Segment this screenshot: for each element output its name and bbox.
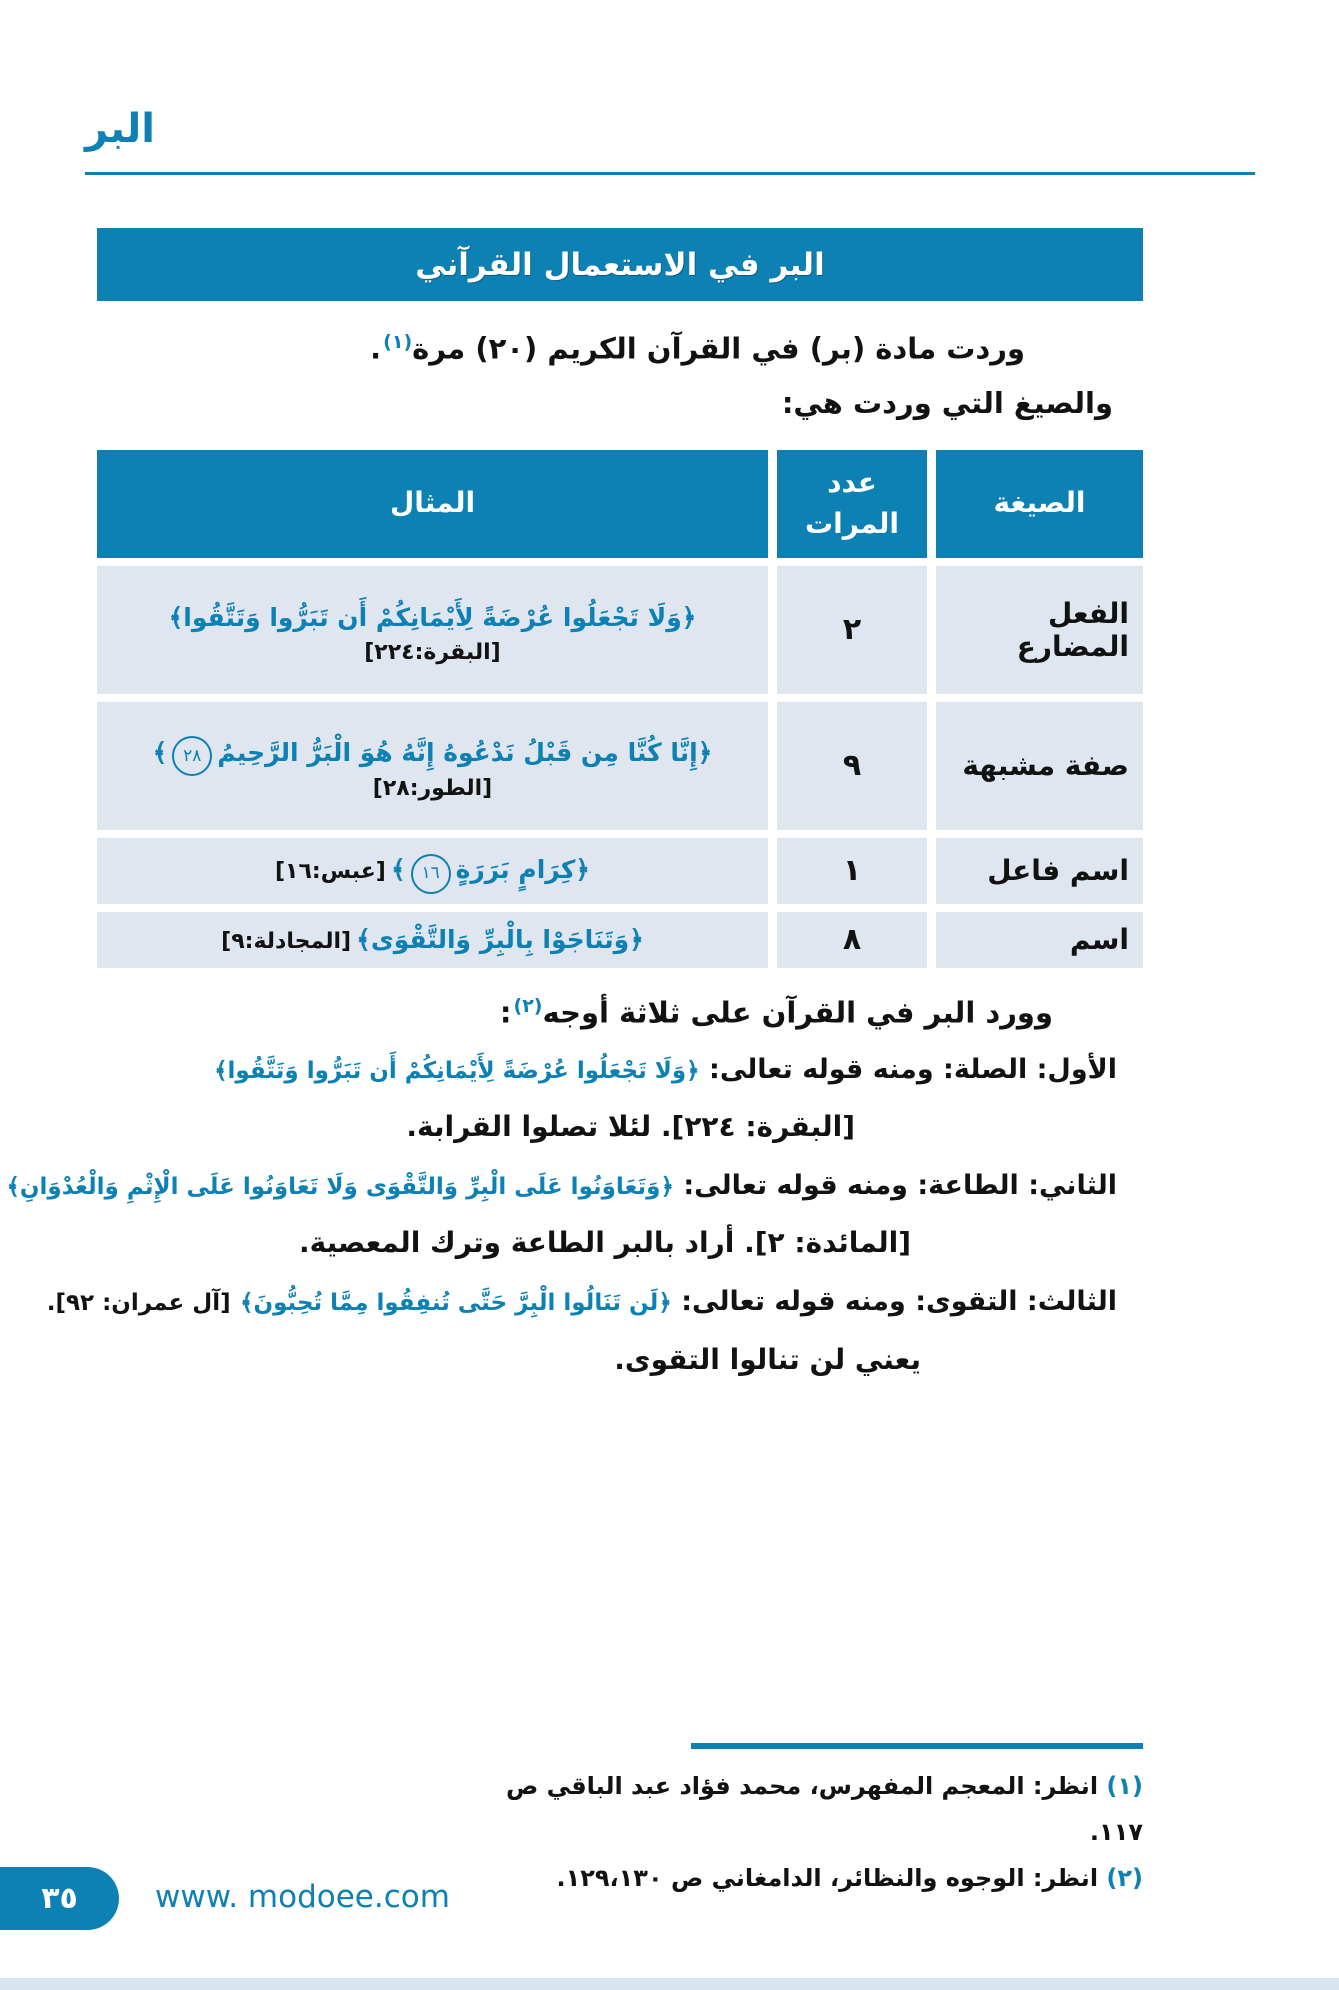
sense-2-line-1: [6, 1156, 1143, 1216]
sense-1-line-1: [97, 1040, 1143, 1100]
verse-close-bracket: ﴾: [152, 737, 168, 767]
forms-table: [97, 450, 1143, 968]
footnote-divider: [691, 1743, 1143, 1749]
senses-lead-line: [97, 980, 1143, 1039]
verse-close-bracket: ﴾: [356, 925, 371, 955]
intro-line-1-period: .: [370, 331, 382, 366]
sense-3-verse: ﴿لَن تَنَالُوا الْبِرَّ حَتَّى تُنفِقُوا مِمَّا تُحِبُّونَ﴾: [240, 1290, 672, 1317]
section-title: البر في الاستعمال القرآني: [415, 246, 825, 283]
website-url: www. modoee.com: [155, 1879, 450, 1915]
column-header-example: المثال: [97, 450, 768, 558]
footnote-2-text: انظر: الوجوه والنظائر، الدامغاني ص ١٢٩،١٣٠.: [556, 1864, 1099, 1892]
senses-lead-text: وورد البر في القرآن على ثلاثة أوجه: [542, 995, 1053, 1030]
verse-text: ﴿كِرَامٍ بَرَرَةٍ: [455, 855, 591, 885]
table-row-3-form: اسم فاعل: [936, 838, 1143, 904]
sense-3-line-2: يعني لن تنالوا التقوى.: [614, 1343, 921, 1377]
table-row-3-count: ١: [777, 838, 927, 904]
sense-1-intro: الأول: الصلة: ومنه قوله تعالى:: [709, 1054, 1117, 1086]
running-header: [85, 100, 1255, 175]
column-header-count: عدد المرات: [777, 450, 927, 558]
table-row-1-form: الفعل المضارع: [936, 566, 1143, 694]
table-row-4-count: ٨: [777, 912, 927, 968]
sense-3-intro: الثالث: التقوى: ومنه قوله تعالى:: [681, 1286, 1117, 1318]
sense-3-ref: [آل عمران: ٩٢].: [46, 1290, 231, 1317]
verse-text: ﴿إِنَّا كُنَّا مِن قَبْلُ نَدْعُوهُ إِنَّهُ هُوَ الْبَرُّ الرَّحِيمُ: [217, 737, 713, 767]
column-header-form: الصيغة: [936, 450, 1143, 558]
footnote-marker-1: (١): [383, 331, 413, 353]
page-number: ٣٥: [41, 1881, 78, 1916]
sense-2-verse: ﴿وَتَعَاوَنُوا عَلَى الْبِرِّ وَالتَّقْوَى وَلَا تَعَاوَنُوا عَلَى الْإِثْمِ وَالْعُدْوَانِ﴾: [6, 1174, 674, 1201]
sense-item-2: [6, 1156, 1143, 1270]
page-content: [6, 315, 1143, 1387]
verse-reference: [الطور:٢٨]: [372, 776, 493, 802]
table-row-2-form: صفة مشبهة: [936, 702, 1143, 830]
footnote-1-marker: (١): [1106, 1772, 1143, 1800]
table-row-2-example: [97, 702, 768, 830]
footnotes-block: [483, 1743, 1143, 1901]
sense-item-1: [97, 1040, 1143, 1154]
verse-number-ornament: ٢٨: [172, 736, 212, 776]
verse-text: ﴿وَلَا تَجْعَلُوا عُرْضَةً لِأَيْمَانِكُمْ أَن تَبَرُّوا وَتَتَّقُوا: [183, 602, 697, 632]
footnote-1: [483, 1763, 1143, 1855]
verse-reference: [المجادلة:٩]: [221, 929, 352, 955]
intro-line-1-text: وردت مادة (بر) في القرآن الكريم (٢٠) مرة: [412, 331, 1025, 366]
sense-1-line-2: [البقرة: ٢٢٤]. لئلا تصلوا القرابة.: [406, 1110, 855, 1144]
verse-text: ﴿وَتَنَاجَوْا بِالْبِرِّ وَالتَّقْوَى: [370, 925, 644, 955]
verse-close-bracket: ﴾: [168, 602, 184, 632]
sense-2-line-2: [المائدة: ٢]. أراد بالبر الطاعة وترك المعصية.: [298, 1226, 911, 1260]
footnote-2: [483, 1855, 1143, 1901]
footnote-marker-2: (٢): [513, 994, 543, 1017]
sense-3-line-1: [46, 1272, 1143, 1333]
table-row-4-example: [97, 912, 768, 968]
verse-number-ornament: ١٦: [411, 854, 451, 894]
verse-close-bracket: ﴾: [390, 855, 406, 885]
page-number-badge: [0, 1867, 119, 1930]
table-row-2-count: ٩: [777, 702, 927, 830]
sense-2-intro: الثاني: الطاعة: ومنه قوله تعالى:: [683, 1170, 1117, 1202]
table-row-3-example: [97, 838, 768, 904]
intro-line-1: [97, 315, 1143, 376]
table-row-1-example: [97, 566, 768, 694]
sense-item-3: [46, 1272, 1143, 1387]
table-row-1-count: ٢: [777, 566, 927, 694]
verse-reference: [عبس:١٦]: [274, 859, 386, 885]
verse-reference: [البقرة:٢٢٤]: [364, 639, 501, 665]
quran-verse: [275, 847, 590, 894]
footnote-2-marker: (٢): [1106, 1864, 1143, 1892]
document-page: [0, 100, 1339, 1990]
running-head-word: البر: [85, 106, 155, 152]
quran-verse: [131, 595, 734, 665]
section-title-banner: [97, 228, 1143, 301]
intro-line-2: والصيغ التي وردت هي:: [781, 385, 1113, 420]
senses-lead-colon: :: [499, 995, 512, 1030]
quran-verse: [221, 917, 644, 962]
quran-verse: [153, 730, 713, 777]
table-row-4-form: اسم: [936, 912, 1143, 968]
sense-1-verse: ﴿وَلَا تَجْعَلُوا عُرْضَةً لِأَيْمَانِكُمْ أَن تَبَرُّوا وَتَتَّقُوا﴾: [214, 1058, 700, 1085]
page-bottom-edge: [0, 1978, 1339, 1990]
footnote-1-text: انظر: المعجم المفهرس، محمد فؤاد عبد الباقي ص ١١٧.: [506, 1772, 1143, 1846]
